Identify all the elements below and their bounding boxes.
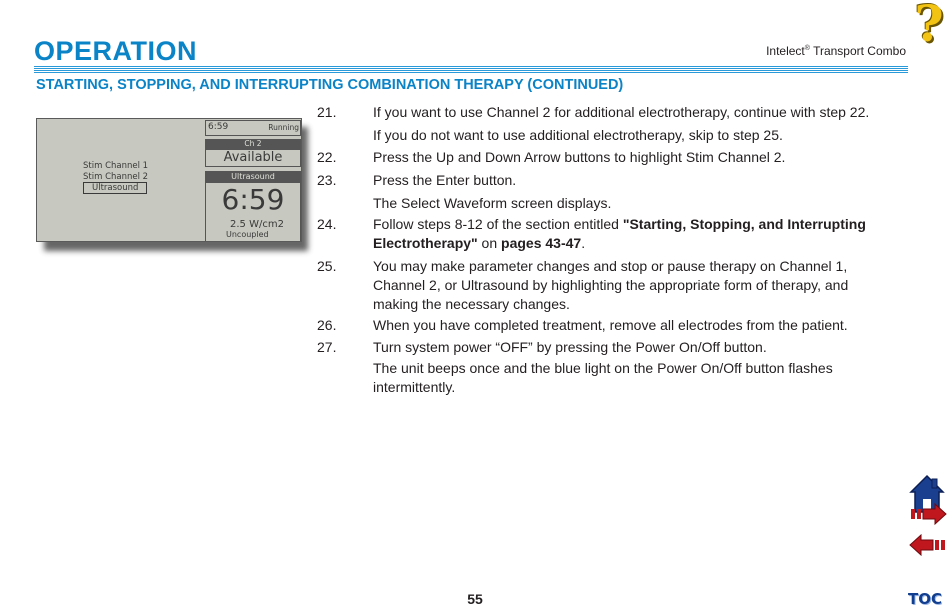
lcd-big-time: 6:59 bbox=[221, 183, 285, 216]
lcd-ultrasound-panel bbox=[205, 182, 301, 242]
prev-arrow-icon[interactable] bbox=[909, 534, 947, 556]
lcd-coupling: Uncoupled bbox=[226, 230, 269, 239]
step-number: 23. bbox=[317, 172, 337, 188]
step-text: You may make parameter changes and stop or pause therapy on Channel 1, Channel 2, or Ultrasound by highlighting the appropriate form of therapy, and making the necessary changes. bbox=[373, 258, 849, 312]
lcd-intensity: 2.5 W/cm2 bbox=[230, 219, 284, 230]
step-text: Press the Enter button. The Select Waveform screen displays. bbox=[373, 172, 612, 211]
page-number: 55 bbox=[467, 591, 483, 607]
lcd-ch2-label: Ch 2 bbox=[205, 139, 301, 149]
lcd-list-item-selected: Ultrasound bbox=[83, 182, 147, 194]
lcd-list-item: Stim Channel 2 bbox=[83, 172, 149, 182]
header-rule bbox=[34, 66, 908, 73]
step-number: 25. bbox=[317, 258, 337, 274]
step-number: 27. bbox=[317, 339, 337, 355]
step-number: 22. bbox=[317, 149, 337, 165]
next-arrow-icon[interactable] bbox=[909, 503, 947, 525]
step-text: Press the Up and Down Arrow buttons to highlight Stim Channel 2. bbox=[373, 149, 786, 165]
step-text: If you want to use Channel 2 for additional electrotherapy, continue with step 22. If you do not want to use additional electrotherapy, skip to step 25. bbox=[373, 104, 870, 143]
product-name: Intelect® Transport Combo bbox=[766, 44, 906, 58]
step-text: Follow steps 8-12 of the section entitled "Starting, Stopping, and Interrupting Electrotherapy" on pages 43-47. bbox=[373, 216, 866, 251]
lcd-status: Running bbox=[268, 123, 299, 132]
section-title: OPERATION bbox=[34, 36, 198, 66]
lcd-channel-list bbox=[83, 161, 148, 194]
step-number: 24. bbox=[317, 216, 337, 232]
device-display-image bbox=[36, 118, 302, 242]
lcd-list-item: Stim Channel 1 bbox=[83, 161, 149, 171]
toc-button[interactable]: TOC bbox=[908, 590, 942, 608]
step-number: 21. bbox=[317, 104, 337, 120]
help-icon[interactable]: ? bbox=[914, 0, 944, 53]
page-subtitle: STARTING, STOPPING, AND INTERRUPTING COMBINATION THERAPY (CONTINUED) bbox=[36, 77, 624, 93]
page-reference[interactable]: pages 43-47 bbox=[501, 235, 582, 251]
lcd-ch2-status: Available bbox=[205, 149, 301, 167]
lcd-ultrasound-label: Ultrasound bbox=[205, 171, 301, 182]
section-reference[interactable]: "Starting, Stopping, and Interrupting Electrotherapy" bbox=[373, 216, 866, 251]
step-number: 26. bbox=[317, 317, 337, 333]
lcd-status-row bbox=[205, 120, 301, 136]
lcd-time-small: 6:59 bbox=[208, 122, 229, 132]
step-text: Turn system power “OFF” by pressing the Power On/Off button. The unit beeps once and the blue light on the Power On/Off button flashes intermittently. bbox=[373, 339, 833, 395]
step-text: When you have completed treatment, remove all electrodes from the patient. bbox=[373, 317, 848, 333]
